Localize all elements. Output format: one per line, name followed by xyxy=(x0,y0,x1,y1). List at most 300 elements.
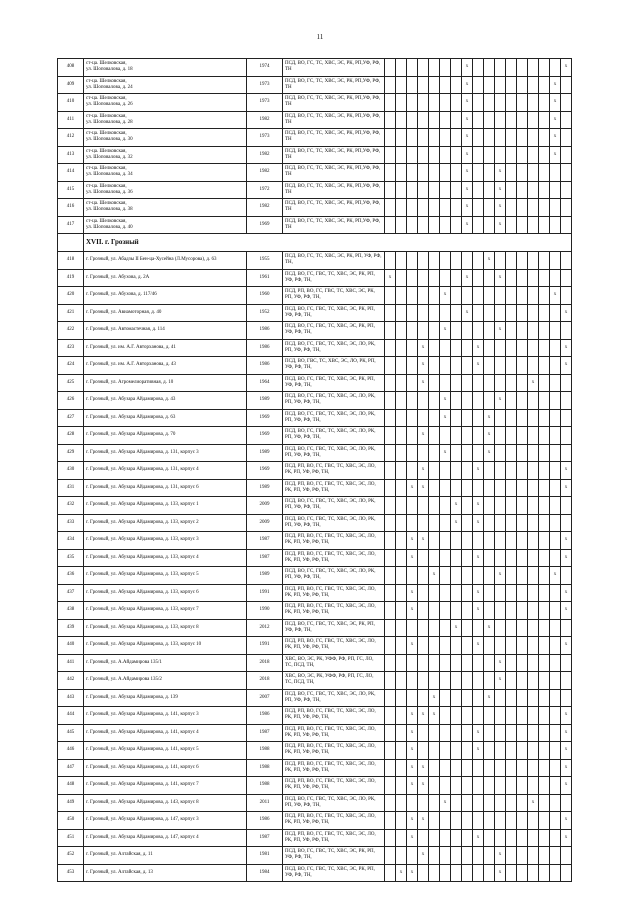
row-year: 1986 xyxy=(247,339,283,357)
row-address: г. Грозный, ул. Абузара Айдамирова, д. 147, корпус 3 xyxy=(84,812,247,830)
marker-cell-11 xyxy=(495,759,506,777)
row-number: 445 xyxy=(58,724,84,742)
marker-cell-13 xyxy=(517,777,528,795)
marker-cell-10 xyxy=(484,339,495,357)
marker-cell-7 xyxy=(451,829,462,847)
row-works-list: ПСД, ВО, ГС, ТС, ХВС, ЭС, РК, РП,УФ, РФ, ТН xyxy=(283,164,385,182)
marker-cell-14 xyxy=(528,287,539,305)
row-number: 440 xyxy=(58,637,84,655)
marker-cell-15 xyxy=(539,252,550,270)
marker-cell-1 xyxy=(385,287,396,305)
row-number: 415 xyxy=(58,181,84,199)
table-row xyxy=(58,76,572,94)
marker-cell-10 xyxy=(484,304,495,322)
marker-cell-5: х xyxy=(429,567,440,585)
marker-cell-12 xyxy=(506,357,517,375)
row-address: г. Грозный, ул. Абузара Айдамирова, д. 133, корпус 1 xyxy=(84,497,247,515)
marker-cell-9 xyxy=(473,252,484,270)
marker-cell-14 xyxy=(528,252,539,270)
marker-cell-12 xyxy=(506,672,517,690)
marker-cell-15 xyxy=(539,111,550,129)
marker-cell-4 xyxy=(418,584,429,602)
marker-cell-3: х xyxy=(407,637,418,655)
marker-cell-6 xyxy=(440,847,451,865)
marker-cell-7 xyxy=(451,111,462,129)
marker-cell-3: х xyxy=(407,707,418,725)
marker-cell-10 xyxy=(484,829,495,847)
marker-cell-1 xyxy=(385,497,396,515)
row-address: г. Грозный, ул. Абузара Айдамирова, д. 141, корпус 5 xyxy=(84,742,247,760)
table-row xyxy=(58,812,572,830)
marker-cell-14 xyxy=(528,59,539,77)
marker-cell-10: х xyxy=(484,689,495,707)
table-row xyxy=(58,759,572,777)
table-row xyxy=(58,129,572,147)
marker-cell-8 xyxy=(462,357,473,375)
table-row xyxy=(58,304,572,322)
marker-cell-5 xyxy=(429,812,440,830)
marker-cell-14 xyxy=(528,672,539,690)
marker-cell-17: х xyxy=(561,357,572,375)
marker-cell-12 xyxy=(506,322,517,340)
marker-cell-17 xyxy=(561,497,572,515)
table-row xyxy=(58,532,572,550)
marker-cell-13 xyxy=(517,829,528,847)
marker-cell-8: х xyxy=(462,181,473,199)
row-works-list: ПСД, ВО, ГС, ГВС, ТС, ХВС, ЭС, ЛО, РК, РП, УФ, РФ, ТН, xyxy=(283,444,385,462)
row-works-list: ПСД, ВО, ГС, ГВС, ТС, ХВС, ЭС, РК, РП, УФ, РФ, ТН, xyxy=(283,619,385,637)
marker-cell-8 xyxy=(462,497,473,515)
marker-cell-4 xyxy=(418,619,429,637)
marker-cell-13 xyxy=(517,707,528,725)
marker-cell-6 xyxy=(440,812,451,830)
marker-cell-10 xyxy=(484,269,495,287)
marker-cell-10: х xyxy=(484,444,495,462)
marker-cell-15 xyxy=(539,59,550,77)
row-address: г. Грозный, ул. Абузара Айдамирова, д. 131, корпус 4 xyxy=(84,462,247,480)
marker-cell-7 xyxy=(451,357,462,375)
marker-cell-11 xyxy=(495,829,506,847)
row-works-list: ПСД, ВО, ГС, ГВС, ТС, ХВС, ЭС, РК, РП, УФ, РФ, ТН, xyxy=(283,269,385,287)
marker-cell-16 xyxy=(550,549,561,567)
marker-cell-16 xyxy=(550,794,561,812)
marker-cell-6 xyxy=(440,199,451,217)
marker-cell-8: х xyxy=(462,76,473,94)
marker-cell-3 xyxy=(407,59,418,77)
marker-cell-8 xyxy=(462,777,473,795)
table-row xyxy=(58,497,572,515)
marker-cell-7 xyxy=(451,672,462,690)
marker-cell-13 xyxy=(517,532,528,550)
marker-cell-11: х xyxy=(495,864,506,882)
marker-cell-8 xyxy=(462,567,473,585)
marker-cell-17 xyxy=(561,847,572,865)
row-number: 432 xyxy=(58,497,84,515)
marker-cell-8 xyxy=(462,637,473,655)
marker-cell-9 xyxy=(473,409,484,427)
marker-cell-17: х xyxy=(561,59,572,77)
marker-cell-5 xyxy=(429,584,440,602)
marker-cell-14 xyxy=(528,864,539,882)
marker-cell-12 xyxy=(506,847,517,865)
marker-cell-15 xyxy=(539,427,550,445)
table-row xyxy=(58,829,572,847)
row-address: г. Грозный, ул. Абузара Айдамирова, д. 133, корпус 2 xyxy=(84,514,247,532)
marker-cell-2 xyxy=(396,759,407,777)
row-year: 1984 xyxy=(247,864,283,882)
marker-cell-7 xyxy=(451,689,462,707)
row-year: 1986 xyxy=(247,322,283,340)
marker-cell-2: х xyxy=(396,864,407,882)
marker-cell-1 xyxy=(385,847,396,865)
marker-cell-16 xyxy=(550,847,561,865)
row-works-list: ПСД, ВО, ГС, ГВС, ТС, ХВС, ЭС, ЛО, РК, РП, УФ, РФ, ТН, xyxy=(283,514,385,532)
marker-cell-14 xyxy=(528,532,539,550)
marker-cell-15 xyxy=(539,129,550,147)
marker-cell-3: х xyxy=(407,812,418,830)
table-row xyxy=(58,216,572,234)
marker-cell-8 xyxy=(462,444,473,462)
marker-cell-11 xyxy=(495,707,506,725)
marker-cell-2 xyxy=(396,146,407,164)
marker-cell-12 xyxy=(506,794,517,812)
row-year: 2011 xyxy=(247,794,283,812)
marker-cell-9: х xyxy=(473,462,484,480)
marker-cell-9 xyxy=(473,619,484,637)
marker-cell-8 xyxy=(462,864,473,882)
marker-cell-9 xyxy=(473,146,484,164)
marker-cell-7 xyxy=(451,584,462,602)
marker-cell-15 xyxy=(539,549,550,567)
marker-cell-17 xyxy=(561,567,572,585)
row-works-list: ПСД, РП, ВО, ГС, ГВС, ТС, ХВС, ЭС, ЛО, РК, РП, УФ, РФ, ТН, xyxy=(283,479,385,497)
marker-cell-16 xyxy=(550,462,561,480)
row-year: 2009 xyxy=(247,497,283,515)
marker-cell-17 xyxy=(561,514,572,532)
marker-cell-8 xyxy=(462,602,473,620)
row-works-list: ПСД, ВО, ГС, ГВС, ТС, ХВС, ЭС, ЛО, РК, РП, УФ, РФ, ТН, xyxy=(283,339,385,357)
marker-cell-13 xyxy=(517,181,528,199)
marker-cell-5 xyxy=(429,777,440,795)
marker-cell-8: х xyxy=(462,164,473,182)
marker-cell-16 xyxy=(550,689,561,707)
marker-cell-3 xyxy=(407,654,418,672)
marker-cell-2 xyxy=(396,252,407,270)
marker-cell-12 xyxy=(506,199,517,217)
marker-cell-6 xyxy=(440,724,451,742)
marker-cell-10 xyxy=(484,199,495,217)
marker-cell-12 xyxy=(506,146,517,164)
row-address: ст-ца. Шелковская, ул. Шоповалова, д. 38 xyxy=(84,199,247,217)
marker-cell-9: х xyxy=(473,742,484,760)
row-works-list: ПСД, РП, ВО, ГС, ГВС, ТС, ХВС, ЭС, ЛО, РК, РП, УФ, РФ, ТН, xyxy=(283,584,385,602)
marker-cell-11: х xyxy=(495,269,506,287)
marker-cell-14 xyxy=(528,164,539,182)
marker-cell-3 xyxy=(407,76,418,94)
marker-cell-7 xyxy=(451,777,462,795)
row-year: 1986 xyxy=(247,812,283,830)
marker-cell-9 xyxy=(473,216,484,234)
marker-cell-9: х xyxy=(473,357,484,375)
marker-cell-2 xyxy=(396,181,407,199)
row-year: 1982 xyxy=(247,199,283,217)
marker-cell-7 xyxy=(451,602,462,620)
marker-cell-12 xyxy=(506,619,517,637)
marker-cell-2 xyxy=(396,76,407,94)
marker-cell-15 xyxy=(539,759,550,777)
marker-cell-10 xyxy=(484,584,495,602)
marker-cell-8 xyxy=(462,724,473,742)
marker-cell-6 xyxy=(440,497,451,515)
marker-cell-17 xyxy=(561,794,572,812)
row-works-list: ПСД, ВО, ГС, ГВС, ТС, ХВС, ЭС, ЛО, РК, РП, УФ, РФ, ТН, xyxy=(283,689,385,707)
marker-cell-3 xyxy=(407,269,418,287)
marker-cell-7 xyxy=(451,339,462,357)
marker-cell-9 xyxy=(473,479,484,497)
marker-cell-16: х xyxy=(550,94,561,112)
marker-cell-2 xyxy=(396,847,407,865)
marker-cell-9 xyxy=(473,567,484,585)
table-row xyxy=(58,794,572,812)
marker-cell-14 xyxy=(528,76,539,94)
marker-cell-15 xyxy=(539,619,550,637)
marker-cell-12 xyxy=(506,707,517,725)
marker-cell-1 xyxy=(385,444,396,462)
marker-cell-4 xyxy=(418,392,429,410)
marker-cell-4 xyxy=(418,129,429,147)
row-address: г. Грозный, ул. им. А.Г. Авторханова, д. 43 xyxy=(84,357,247,375)
marker-cell-1 xyxy=(385,654,396,672)
marker-cell-3 xyxy=(407,374,418,392)
table-row xyxy=(58,672,572,690)
row-number: 447 xyxy=(58,759,84,777)
marker-cell-2 xyxy=(396,129,407,147)
marker-cell-10 xyxy=(484,76,495,94)
marker-cell-11 xyxy=(495,339,506,357)
marker-cell-5 xyxy=(429,339,440,357)
marker-cell-3 xyxy=(407,462,418,480)
marker-cell-7 xyxy=(451,374,462,392)
marker-cell-7 xyxy=(451,654,462,672)
marker-cell-13 xyxy=(517,672,528,690)
row-address: г. Грозный, ул. Абузара Айдамирова, д. 63 xyxy=(84,409,247,427)
marker-cell-1 xyxy=(385,374,396,392)
marker-cell-1 xyxy=(385,129,396,147)
marker-cell-17: х xyxy=(561,584,572,602)
marker-cell-1 xyxy=(385,777,396,795)
marker-cell-4 xyxy=(418,76,429,94)
table-row xyxy=(58,584,572,602)
row-year: 2012 xyxy=(247,619,283,637)
marker-cell-1 xyxy=(385,689,396,707)
marker-cell-9 xyxy=(473,654,484,672)
marker-cell-9 xyxy=(473,864,484,882)
marker-cell-10 xyxy=(484,567,495,585)
marker-cell-4: х xyxy=(418,427,429,445)
marker-cell-5 xyxy=(429,864,440,882)
row-number: 410 xyxy=(58,94,84,112)
marker-cell-16: х xyxy=(550,111,561,129)
marker-cell-3: х xyxy=(407,759,418,777)
marker-cell-12 xyxy=(506,637,517,655)
marker-cell-17 xyxy=(561,216,572,234)
marker-cell-11: х xyxy=(495,847,506,865)
marker-cell-7: х xyxy=(451,619,462,637)
row-address: г. Грозный, ул. Абухова, д. 2А xyxy=(84,269,247,287)
marker-cell-12 xyxy=(506,497,517,515)
marker-cell-17: х xyxy=(561,777,572,795)
marker-cell-9 xyxy=(473,269,484,287)
marker-cell-13 xyxy=(517,374,528,392)
marker-cell-16 xyxy=(550,444,561,462)
row-works-list: ПСД, РП, ВО, ГС, ГВС, ТС, ХВС, ЭС, ЛО, РК, РП, УФ, РФ, ТН, xyxy=(283,602,385,620)
marker-cell-6 xyxy=(440,584,451,602)
marker-cell-11 xyxy=(495,409,506,427)
marker-cell-10 xyxy=(484,94,495,112)
marker-cell-4: х xyxy=(418,777,429,795)
marker-cell-8 xyxy=(462,322,473,340)
marker-cell-16: х xyxy=(550,76,561,94)
marker-cell-2 xyxy=(396,689,407,707)
marker-cell-17: х xyxy=(561,304,572,322)
marker-cell-15 xyxy=(539,269,550,287)
marker-cell-1 xyxy=(385,216,396,234)
marker-cell-9 xyxy=(473,707,484,725)
marker-cell-6 xyxy=(440,111,451,129)
marker-cell-14 xyxy=(528,304,539,322)
marker-cell-12 xyxy=(506,304,517,322)
table-row xyxy=(58,409,572,427)
marker-cell-12 xyxy=(506,76,517,94)
marker-cell-11 xyxy=(495,76,506,94)
row-works-list: ПСД, РП, ВО, ГС, ГВС, ТС, ХВС, ЭС, ЛО, РК, РП, УФ, РФ, ТН, xyxy=(283,759,385,777)
marker-cell-17 xyxy=(561,164,572,182)
row-number: 414 xyxy=(58,164,84,182)
marker-cell-6 xyxy=(440,76,451,94)
table-row xyxy=(58,847,572,865)
marker-cell-10: х xyxy=(484,427,495,445)
marker-cell-8 xyxy=(462,462,473,480)
row-address: г. Грозный, ул. им. А.Г. Авторханова, д. 41 xyxy=(84,339,247,357)
marker-cell-12 xyxy=(506,829,517,847)
marker-cell-10 xyxy=(484,532,495,550)
marker-cell-13 xyxy=(517,602,528,620)
marker-cell-16 xyxy=(550,602,561,620)
marker-cell-3 xyxy=(407,164,418,182)
marker-cell-13 xyxy=(517,619,528,637)
marker-cell-15 xyxy=(539,374,550,392)
row-number: 436 xyxy=(58,567,84,585)
marker-cell-1 xyxy=(385,672,396,690)
marker-cell-6 xyxy=(440,689,451,707)
marker-cell-16 xyxy=(550,777,561,795)
marker-cell-8: х xyxy=(462,94,473,112)
marker-cell-12 xyxy=(506,374,517,392)
row-number: 452 xyxy=(58,847,84,865)
marker-cell-15 xyxy=(539,812,550,830)
marker-cell-4 xyxy=(418,59,429,77)
marker-cell-6 xyxy=(440,427,451,445)
marker-cell-5 xyxy=(429,304,440,322)
row-address: г. Грозный, ул. Абузара Айдамирова, д. 133, корпус 6 xyxy=(84,584,247,602)
row-address: г. Грозный, ул. Абузара Айдамирова, д. 133, корпус 10 xyxy=(84,637,247,655)
marker-cell-12 xyxy=(506,181,517,199)
marker-cell-4 xyxy=(418,181,429,199)
marker-cell-4: х xyxy=(418,759,429,777)
row-number: 409 xyxy=(58,76,84,94)
row-year: 1991 xyxy=(247,637,283,655)
marker-cell-8: х xyxy=(462,269,473,287)
row-number: 444 xyxy=(58,707,84,725)
marker-cell-11 xyxy=(495,304,506,322)
marker-cell-9 xyxy=(473,812,484,830)
marker-cell-17: х xyxy=(561,707,572,725)
marker-cell-11 xyxy=(495,602,506,620)
row-year: 1969 xyxy=(247,216,283,234)
marker-cell-3 xyxy=(407,672,418,690)
marker-cell-7: х xyxy=(451,514,462,532)
marker-cell-17 xyxy=(561,287,572,305)
marker-cell-12 xyxy=(506,409,517,427)
marker-cell-4 xyxy=(418,287,429,305)
table-row xyxy=(58,864,572,882)
row-address: г. Грозный, ул. Абузара Айдамирова, д. 141, корпус 3 xyxy=(84,707,247,725)
table-row xyxy=(58,164,572,182)
marker-cell-13 xyxy=(517,129,528,147)
marker-cell-6 xyxy=(440,602,451,620)
marker-cell-5 xyxy=(429,287,440,305)
marker-cell-12 xyxy=(506,514,517,532)
marker-cell-11 xyxy=(495,94,506,112)
marker-cell-10 xyxy=(484,514,495,532)
marker-cell-3 xyxy=(407,392,418,410)
marker-cell-11: х xyxy=(495,322,506,340)
row-number: 425 xyxy=(58,374,84,392)
marker-cell-7 xyxy=(451,216,462,234)
row-address: ст-ца. Шелковская, ул. Шоповалова, д. 40 xyxy=(84,216,247,234)
row-year: 1988 xyxy=(247,742,283,760)
marker-cell-4: х xyxy=(418,707,429,725)
marker-cell-10 xyxy=(484,637,495,655)
marker-cell-16 xyxy=(550,392,561,410)
marker-cell-14 xyxy=(528,847,539,865)
marker-cell-4 xyxy=(418,829,429,847)
marker-cell-7 xyxy=(451,567,462,585)
marker-cell-9 xyxy=(473,304,484,322)
row-address: г. Грозный, ул. Абузара Айдамирова, д. 43 xyxy=(84,392,247,410)
marker-cell-7 xyxy=(451,794,462,812)
marker-cell-5 xyxy=(429,129,440,147)
marker-cell-10 xyxy=(484,672,495,690)
marker-cell-2 xyxy=(396,514,407,532)
marker-cell-10 xyxy=(484,742,495,760)
marker-cell-1 xyxy=(385,514,396,532)
marker-cell-16 xyxy=(550,427,561,445)
marker-cell-17 xyxy=(561,146,572,164)
marker-cell-8 xyxy=(462,339,473,357)
row-works-list: ПСД, ВО, ГС, ТС, ХВС, ЭС, РК, РП,УФ, РФ, ТН xyxy=(283,181,385,199)
marker-cell-17 xyxy=(561,409,572,427)
marker-cell-14 xyxy=(528,462,539,480)
row-year: 1973 xyxy=(247,129,283,147)
marker-cell-10 xyxy=(484,374,495,392)
row-address: г. Грозный, ул. Абадзы II Бен-ца-Хусейна (Л.Мусорова), д. 63 xyxy=(84,252,247,270)
row-year: 2007 xyxy=(247,689,283,707)
marker-cell-5 xyxy=(429,199,440,217)
marker-cell-12 xyxy=(506,777,517,795)
marker-cell-16 xyxy=(550,322,561,340)
marker-cell-5 xyxy=(429,164,440,182)
